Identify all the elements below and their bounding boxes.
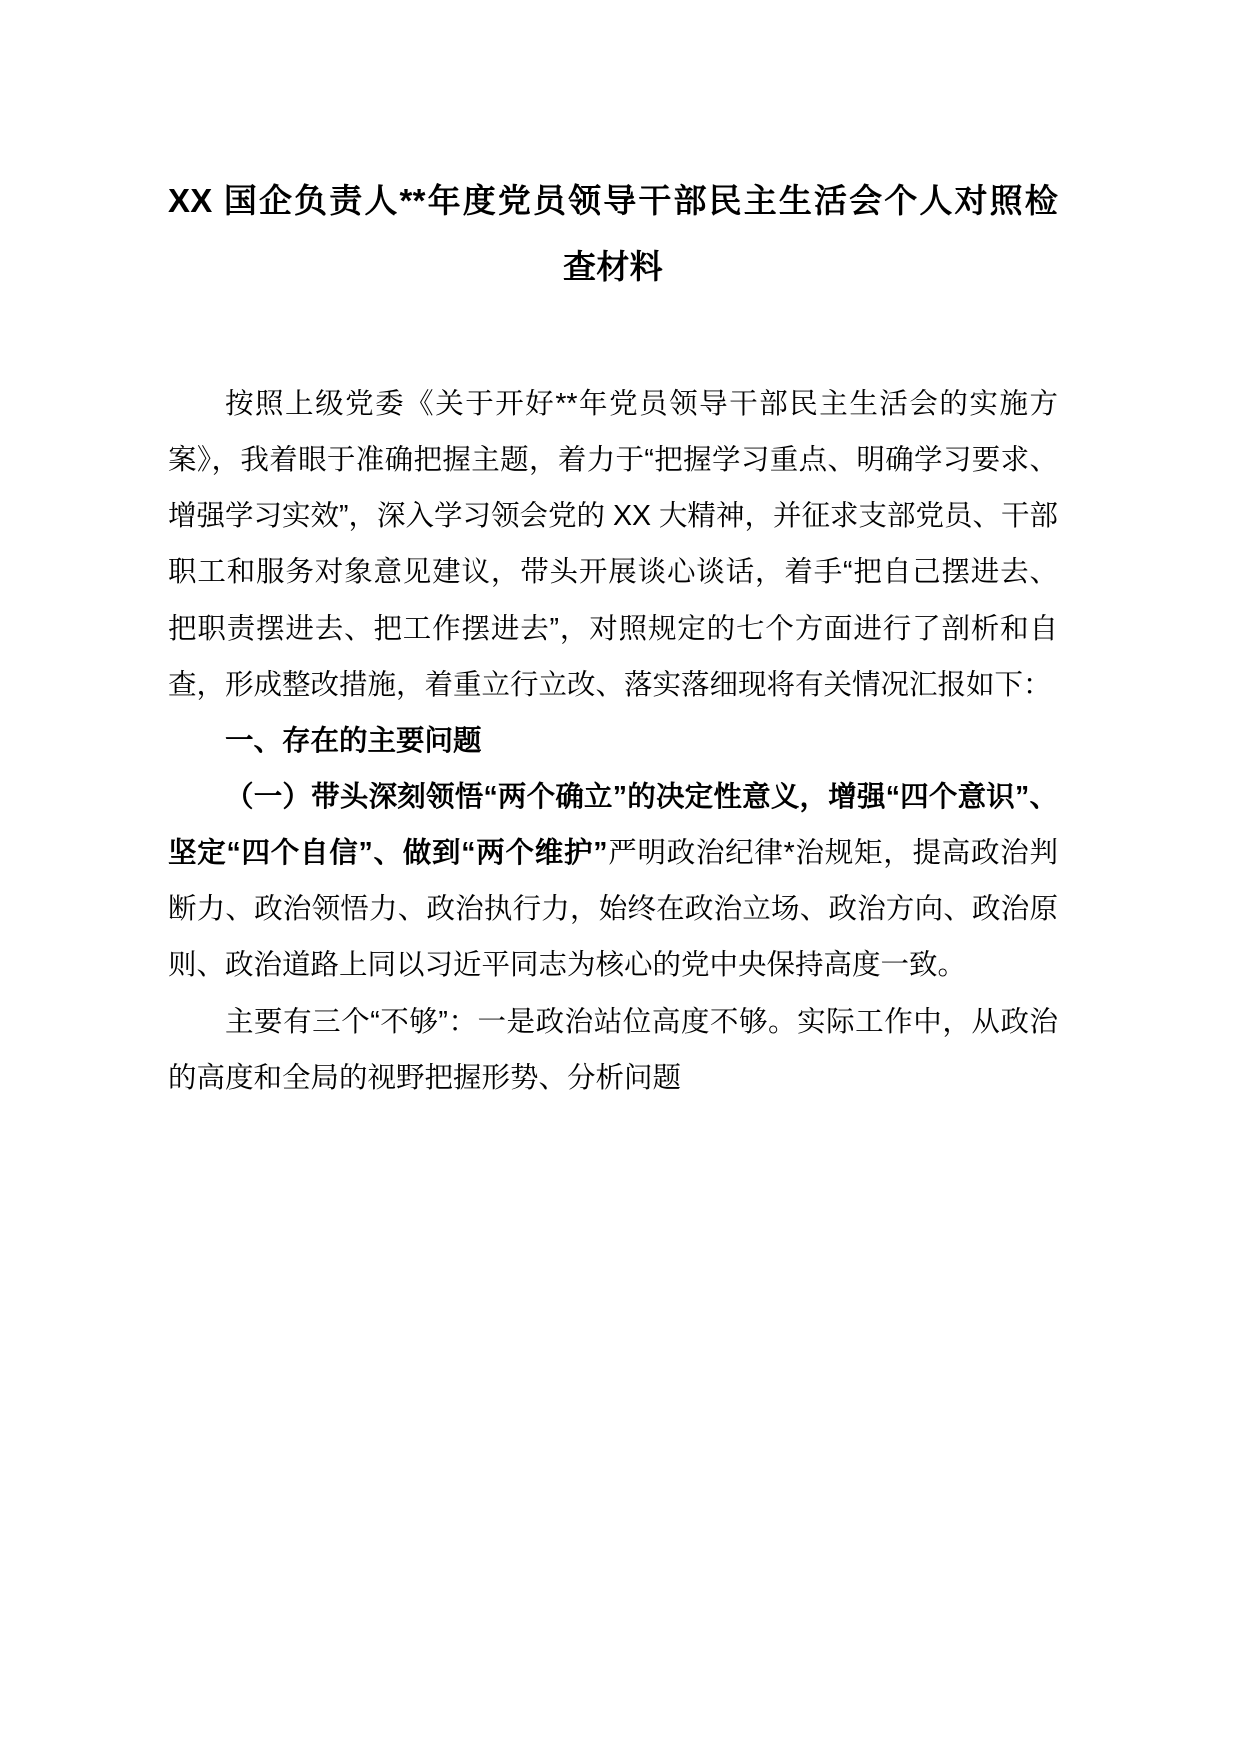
page-title-line-2: 查材料: [563, 248, 663, 285]
intro-paragraph: 按照上级党委《关于开好**年党员领导干部民主生活会的实施方案》，我着眼于准确把握主题，着力于“把握学习重点、明确学习要求、增强学习实效”，深入学习领会党的 XX 大精神，并征求支部党员、干部职工和服务对象意见建议，带头开展谈心谈话，着手“把自己摆进去、把职责摆进去、把工作摆进去”，对照规定的七个方面进行了剖析和自查，形成整改措施，着重立行立改、落实落细现将有关情况汇报如下：: [168, 388, 1058, 701]
subsection-1-bold-lead: （一）带头深刻领悟“两个确立”的决定性意义，增强“四个意识”、坚定“四个自信”、做到“两个维护”: [168, 780, 1058, 870]
subsection-1-body: 严明政治纪律*治规矩，提高政治判断力、政治领悟力、政治执行力，始终在政治立场、政治方向、政治原则、政治道路上同以习近平同志为核心的党中央保持高度一致。: [168, 837, 1058, 982]
document-body: [168, 376, 1058, 1106]
page-title-line-1: XX 国企负责人**年度党员领导干部民主生活会个人对照检: [168, 182, 1058, 219]
page-title: [168, 0, 1058, 300]
subsection-1-paragraph: [168, 769, 1058, 994]
section-heading-1: 一、存在的主要问题: [225, 724, 482, 757]
problem-detail-paragraph: 主要有三个“不够”：一是政治站位高度不够。实际工作中，从政治的高度和全局的视野把握形势、分析问题: [168, 1005, 1058, 1094]
page-content: [168, 0, 1058, 1106]
